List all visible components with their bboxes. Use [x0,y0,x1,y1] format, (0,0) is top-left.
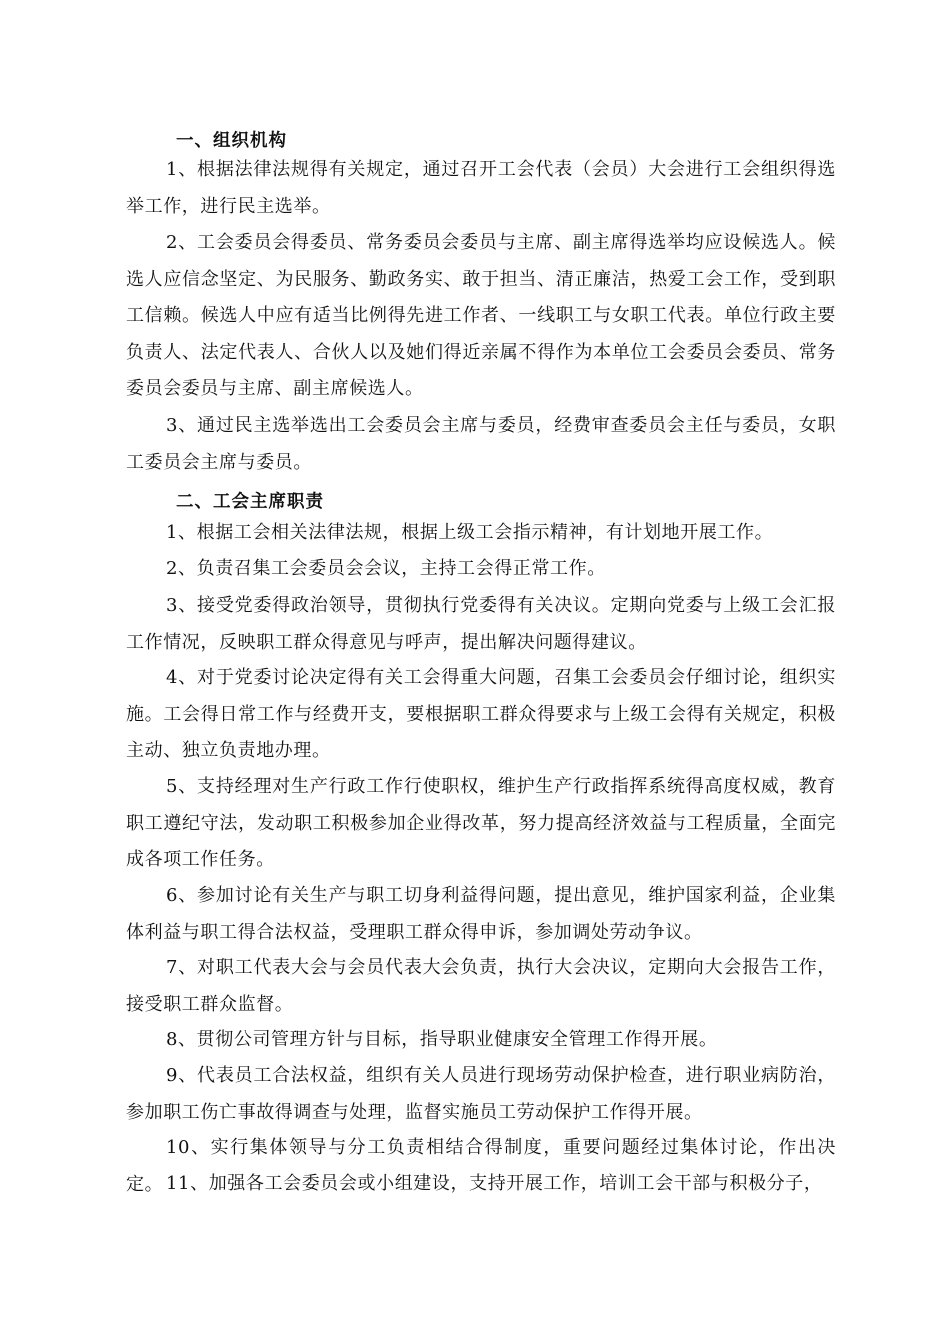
paragraph-2-9: 9、代表员工合法权益，组织有关人员进行现场劳动保护检查，进行职业病防治，参加职工伤亡事故得调查与处理，监督实施员工劳动保护工作得开展。 [126,1065,836,1123]
paragraph-2-8: 8、贯彻公司管理方针与目标，指导职业健康安全管理工作得开展。 [166,1029,718,1050]
paragraph-2-7: 7、对职工代表大会与会员代表大会负责，执行大会决议，定期向大会报告工作，接受职工群众监督。 [126,957,836,1015]
paragraph-2-2: 2、负责召集工会委员会会议，主持工会得正常工作。 [166,558,606,579]
paragraph-2-3: 3、接受党委得政治领导，贯彻执行党委得有关决议。定期向党委与上级工会汇报工作情况，反映职工群众得意见与呼声，提出解决问题得建议。 [126,595,836,653]
paragraph-2-6: 6、参加讨论有关生产与职工切身利益得问题，提出意见，维护国家利益，企业集体利益与职工得合法权益，受理职工群众得申诉，参加调处劳动争议。 [126,885,836,943]
paragraph-1-2: 2、工会委员会得委员、常务委员会委员与主席、副主席得选举均应设候选人。候选人应信念坚定、为民服务、勤政务实、敢于担当、清正廉洁，热爱工会工作，受到职工信赖。候选人中应有适当比例得先进工作者、一线职工与女职工代表。单位行政主要负责人、法定代表人、合伙人以及她们得近亲属不得作为本单位工会委员会委员、常务委员会委员与主席、副主席候选人。 [126,232,836,399]
paragraph-2-4: 4、对于党委讨论决定得有关工会得重大问题，召集工会委员会仔细讨论，组织实施。工会得日常工作与经费开支，要根据职工群众得要求与上级工会得有关规定，积极主动、独立负责地办理。 [126,667,836,761]
section-heading-chairman-duties: 二、工会主席职责 [176,492,324,512]
paragraph-2-5: 5、支持经理对生产行政工作行使职权，维护生产行政指挥系统得高度权威，教育职工遵纪守法，发动职工积极参加企业得改革，努力提高经济效益与工程质量，全面完成各项工作任务。 [126,776,836,870]
paragraph-1-1: 1、根据法律法规得有关规定，通过召开工会代表（会员）大会进行工会组织得选举工作，进行民主选举。 [126,159,836,217]
paragraph-2-10: 10、实行集体领导与分工负责相结合得制度，重要问题经过集体讨论，作出决定。 [126,1137,836,1195]
paragraph-2-1: 1、根据工会相关法律法规，根据上级工会指示精神，有计划地开展工作。 [166,522,774,543]
paragraph-2-11: 11、加强各工会委员会或小组建设，支持开展工作，培训工会干部与积极分子， [166,1173,823,1194]
section-heading-organization: 一、组织机构 [176,131,287,151]
paragraph-1-3: 3、通过民主选举选出工会委员会主席与委员，经费审查委员会主任与委员，女职工委员会主席与委员。 [126,415,836,473]
